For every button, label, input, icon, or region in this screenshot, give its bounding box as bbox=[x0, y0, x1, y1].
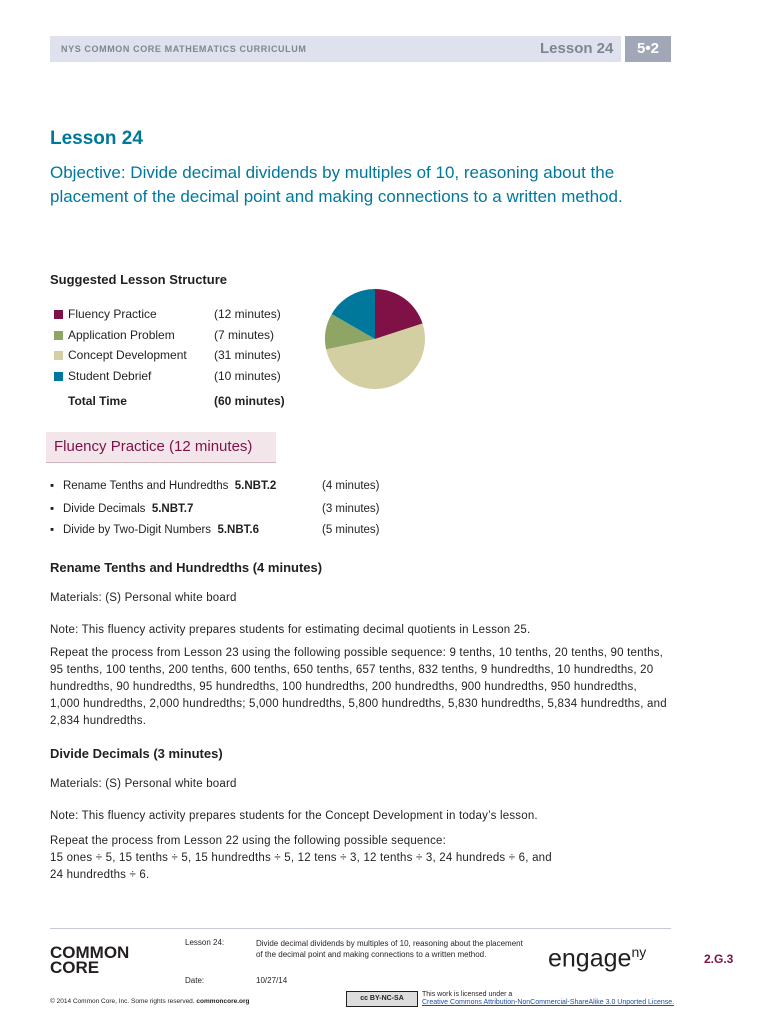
footer-divider bbox=[50, 928, 671, 929]
bullet-icon: ▪ bbox=[50, 480, 55, 492]
legend-swatch bbox=[54, 310, 63, 319]
objective: Objective: Divide decimal dividends by multiples of 10, reasoning about the placement of the decimal point and making connections to a written method. bbox=[50, 163, 623, 206]
fluency-item-text: Rename Tenths and Hundredths bbox=[63, 480, 229, 492]
legend-swatch bbox=[54, 351, 63, 360]
fluency-item-minutes: (3 minutes) bbox=[322, 503, 380, 515]
divide-body-line1: Repeat the process from Lesson 22 using the following possible sequence: bbox=[50, 835, 447, 847]
license-text: This work is licensed under a bbox=[422, 991, 513, 998]
footer-date: 10/27/14 bbox=[256, 976, 288, 985]
bullet-icon: ▪ bbox=[50, 503, 55, 515]
footer-description: Divide decimal dividends by multiples of 10, reasoning about the placement of the decimal point and making connections to a written method. bbox=[256, 939, 523, 959]
structure-label: Application Problem bbox=[68, 328, 175, 342]
structure-minutes: (12 minutes) bbox=[214, 307, 281, 321]
bullet-icon: ▪ bbox=[50, 524, 55, 536]
fluency-item-standard: 5.NBT.2 bbox=[234, 480, 277, 492]
engageny-logo: engage$^{ny}$ bbox=[548, 944, 647, 973]
divide-body-line3: 24 hundredths ÷ 6. bbox=[50, 869, 150, 881]
structure-label: Student Debrief bbox=[68, 369, 152, 383]
fluency-item-minutes: (4 minutes) bbox=[322, 480, 380, 492]
structure-heading: Suggested Lesson Structure bbox=[50, 272, 227, 287]
copyright: © 2014 Common Core, Inc. Some rights reserved. commoncore.org bbox=[50, 998, 250, 1005]
fluency-item-minutes: (5 minutes) bbox=[322, 524, 380, 536]
curriculum-label: NYS COMMON CORE MATHEMATICS CURRICULUM bbox=[61, 44, 307, 54]
grade-module-badge: 5•2 bbox=[625, 36, 671, 62]
structure-label: Concept Development bbox=[68, 348, 187, 362]
structure-label: Fluency Practice bbox=[68, 307, 157, 321]
rename-materials: Materials: (S) Personal white board bbox=[50, 592, 237, 604]
rename-note: Note: This fluency activity prepares students for estimating decimal quotients in Lesson 25. bbox=[50, 624, 531, 636]
structure-minutes: (10 minutes) bbox=[214, 369, 281, 383]
divide-note: Note: This fluency activity prepares students for the Concept Development in today’s lesson. bbox=[50, 810, 538, 822]
structure-minutes: (7 minutes) bbox=[214, 328, 275, 342]
total-label: Total Time bbox=[68, 394, 127, 408]
license-link[interactable]: Creative Commons Attribution-NonCommercial-ShareAlike 3.0 Unported License. bbox=[422, 999, 675, 1006]
fluency-item-standard: 5.NBT.7 bbox=[151, 503, 194, 515]
legend-swatch bbox=[54, 372, 63, 381]
common-core-logo: COMMON CORE bbox=[50, 943, 130, 977]
fluency-item-standard: 5.NBT.6 bbox=[217, 524, 259, 536]
fluency-item-text: Divide by Two-Digit Numbers bbox=[63, 524, 212, 536]
rename-body: Repeat the process from Lesson 23 using the following possible sequence: 9 tenths, 10 tenths, 20 tenths, 90 tenths, 95 tenths, 100 tenths, 200 tenths, 600 tenths, 650 tenths, 657 tenths, 832 tenths, 9 hundredths, 10 hundredths, 20 hundredths, 90 hundredths, 95 hundredths, 100 hundredths, 200 hundredths, 900 hundredths, 950 hundredths, 1,000 hundredths, 2,000 hundredths; 5,000 hundredths, 5,800 hundredths, 5,830 hundredths, 5,834 hundredths, and 2,834 hundredths. bbox=[50, 647, 667, 727]
structure-minutes: (31 minutes) bbox=[214, 348, 281, 362]
page-title: Lesson 24 bbox=[50, 128, 143, 149]
fluency-item-text: Divide Decimals bbox=[63, 503, 146, 515]
footer-date-label: Date: bbox=[185, 976, 205, 985]
divide-materials: Materials: (S) Personal white board bbox=[50, 778, 237, 790]
total-minutes: (60 minutes) bbox=[214, 394, 285, 408]
footer-lesson-label: Lesson 24: bbox=[185, 938, 225, 947]
header-lesson: Lesson 24 bbox=[540, 40, 614, 57]
cc-license-badge: cc BY-NC-SA bbox=[346, 991, 418, 1007]
divide-heading: Divide Decimals (3 minutes) bbox=[50, 746, 223, 761]
legend-swatch bbox=[54, 331, 63, 340]
page-number: 2.G.3 bbox=[704, 952, 734, 966]
fluency-title: Fluency Practice (12 minutes) bbox=[54, 438, 253, 455]
divide-body-line2: 15 ones ÷ 5, 15 tenths ÷ 5, 15 hundredths ÷ 5, 12 tens ÷ 3, 12 tenths ÷ 3, 24 hundreds ÷ 6, and bbox=[50, 852, 552, 864]
rename-heading: Rename Tenths and Hundredths (4 minutes) bbox=[50, 560, 323, 575]
lesson-structure-pie-chart bbox=[320, 284, 430, 394]
